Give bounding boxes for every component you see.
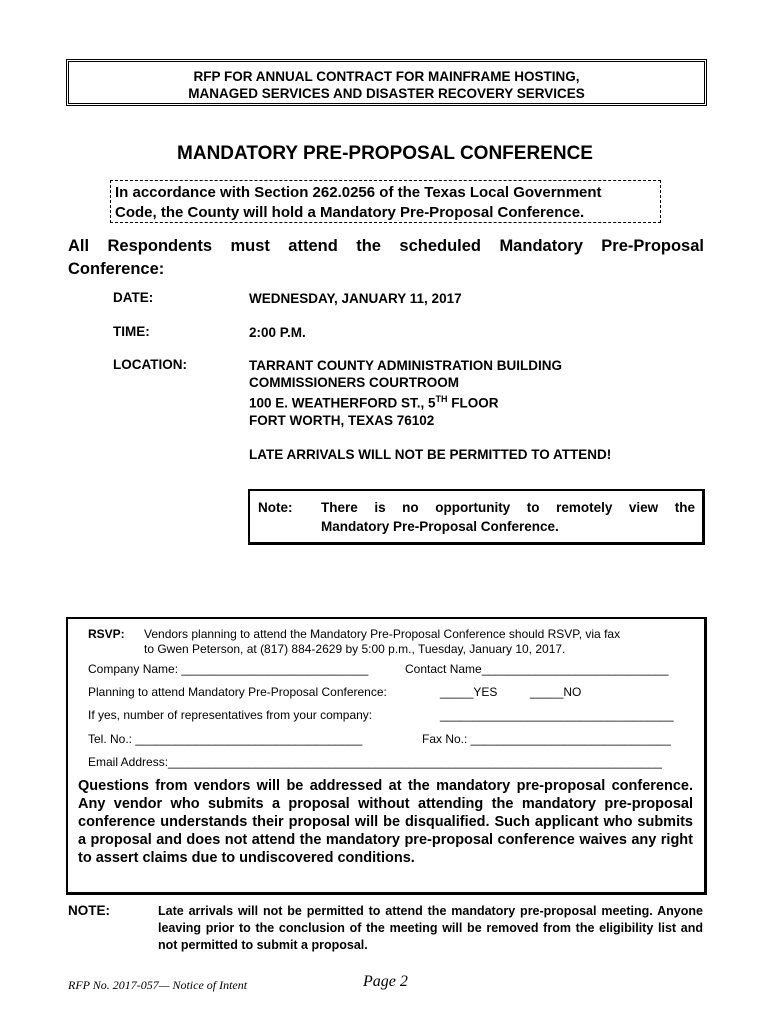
reps-field[interactable]: ___________________________________ — [440, 708, 674, 722]
page-title: MANDATORY PRE-PROPOSAL CONFERENCE — [177, 143, 593, 164]
rsvp-box — [66, 617, 707, 895]
note-box — [248, 489, 705, 545]
fax-field[interactable]: Fax No.: ______________________________ — [422, 732, 671, 746]
time-value: 2:00 P.M. — [249, 325, 306, 340]
contact-name-field[interactable]: Contact Name____________________________ — [405, 662, 669, 676]
planning-question: Planning to attend Mandatory Pre-Proposal Conference: — [88, 685, 387, 699]
notice-line-2: Code, the County will hold a Mandatory Pre-Proposal Conference. — [115, 204, 585, 221]
header-line-1: RFP FOR ANNUAL CONTRACT FOR MAINFRAME HOSTING, — [193, 69, 580, 84]
location-value — [249, 357, 562, 429]
note-line-2: Mandatory Pre-Proposal Conference. — [321, 519, 559, 534]
note-line-1: There is no opportunity to remotely view the — [321, 500, 695, 515]
late-warning: LATE ARRIVALS WILL NOT BE PERMITTED TO ATTEND! — [249, 447, 612, 462]
footer-note-label: NOTE: — [68, 903, 110, 918]
notice-box — [110, 180, 661, 223]
note-label: Note: — [258, 500, 293, 515]
rsvp-line-1: Vendors planning to attend the Mandatory Pre-Proposal Conference should RSVP, via fax — [144, 627, 621, 641]
email-field[interactable]: Email Address:__________________________________________________________________________ — [88, 755, 662, 769]
header-box — [66, 59, 707, 106]
header-line-2: MANAGED SERVICES AND DISASTER RECOVERY SERVICES — [188, 86, 585, 101]
date-value: WEDNESDAY, JANUARY 11, 2017 — [249, 291, 462, 306]
notice-line-1: In accordance with Section 262.0256 of the Texas Local Government — [115, 184, 602, 201]
location-line-2: COMMISSIONERS COURTROOM — [249, 375, 460, 390]
location-line-1: TARRANT COUNTY ADMINISTRATION BUILDING — [249, 358, 562, 373]
location-line-3: 100 E. WEATHERFORD ST., 5TH FLOOR — [249, 394, 499, 411]
rsvp-line-2: to Gwen Peterson, at (817) 884-2629 by 5:00 p.m., Tuesday, January 10, 2017. — [144, 642, 566, 656]
footer-note-text: Late arrivals will not be permitted to attend the mandatory pre-proposal meeting. Anyone leaving prior to the conclusion of the meeting will be removed from the eligibility list and not permitted to submit a proposal. — [158, 904, 703, 952]
tel-field[interactable]: Tel. No.: __________________________________ — [88, 732, 363, 746]
page-number: Page 2 — [363, 973, 408, 990]
date-label: DATE: — [113, 290, 154, 305]
location-line-4: FORT WORTH, TEXAS 76102 — [249, 412, 435, 428]
attend-statement: All Respondents must attend the scheduled Mandatory Pre-Proposal Conference: — [68, 237, 704, 278]
location-label: LOCATION: — [113, 357, 187, 372]
footer-rfp-number: RFP No. 2017-057— Notice of Intent — [68, 978, 248, 992]
no-option[interactable]: _____NO — [530, 685, 582, 699]
yes-option[interactable]: _____YES — [440, 685, 498, 699]
time-label: TIME: — [113, 324, 150, 339]
questions-paragraph: Questions from vendors will be addressed at the mandatory pre-proposal conference. Any vendor who submits a proposal without attending the mandatory pre-proposal conference understands their proposal will be disqualified. Such applicant who submits a proposal and does not attend the mandatory pre-proposal conference waives any right to assert claims due to undiscovered conditions. — [78, 778, 693, 866]
rsvp-label: RSVP: — [88, 627, 125, 641]
reps-question: If yes, number of representatives from your company: — [88, 708, 373, 722]
company-name-field[interactable]: Company Name: ____________________________ — [88, 662, 369, 676]
